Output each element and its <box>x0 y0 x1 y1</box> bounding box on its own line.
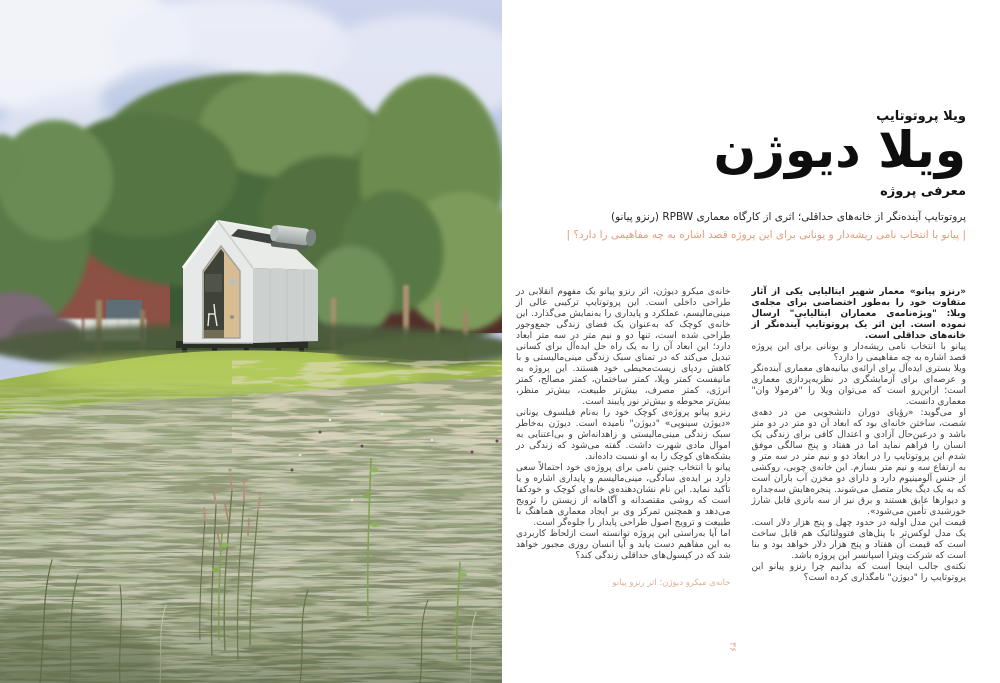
body-paragraph: قیمت این مدل اولیه در حدود چهل و پنج هزار دلار است. یک مدل لوکس‌تر با پنل‌های فتوولتائیک هم قابل ساخت است که قیمت آن هفتاد و پنج هزار دلار خواهد بود و بنا است که شرکت ویترا اسپانسر این پروژه باشد. <box>751 518 966 561</box>
body-paragraph: او می‌گوید: «رؤیای دوران دانشجویی من در دهه‌ی شصت، ساختن خانه‌ای بود که ابعاد آن دو متر در دو متر باشد و درعین‌حال آزادی و اعتدال کافی برای زندگی یک انسان را فراهم نماید اما در هفتاد و پنج سالگی موفق شدم این پروتوتایپ را در ابعاد دو و نیم متر در سه متر و به ارتفاع سه و نیم متر بسازم. این خانه‌ی چوبی، روکشی از جنس آلومینیوم دارد و دارای دو مخزن آب باران است که به یک دیگ بخار متصل می‌شوند. پنجره‌هایش سه‌جداره و دیوارها عایق هستند و برق نیز از سه باتری قابل شارژ خورشیدی تأمین می‌شود». <box>751 408 966 517</box>
body-paragraph: ویلا بستری ایده‌آل برای ارائه‌ی بیانیه‌های معماری آینده‌نگر و عرصه‌ای برای آزمایشگری در نظریه‌پردازی معماری است؛ ازاین‌رو است که می‌توان ویلا را "فرمولا وان" معماری دانست. <box>751 364 966 407</box>
cabin-side-wall <box>253 268 318 343</box>
body-paragraph: نکته‌ی جالب اینجا است که بدانیم چرا رنزو پیانو این پروتوتایپ را "دیوژن" نامگذاری کرده است؟ <box>751 562 966 583</box>
body-paragraph: خانه‌ی میکرو دیوژن، اثر رنزو پیانو یک مفهوم انقلابی در طراحی داخلی است. این پروتوتایپ ترکیبی عالی از مینی‌مالیسم، عملکرد و پایداری را به‌نمایش می‌گذارد. این خانه‌ی کوچک که به‌عنوان یک فضای زندگی جمع‌وجور طراحی شده است، تنها دو و نیم متر در سه متر ابعاد دارد؛ این ابعاد آن را به یک راه حل ایده‌آل برای کسانی تبدیل می‌کند که در تمنای سبک زندگی مینی‌مالیستی و با کاهش ردپای زیست‌محیطی خود هستند. این پروژه به مانیفست کمتر ویلا، کمتر ساختمان، کمتر مصالح، کمتر انرژی، کمتر مصرف، بیش‌تر طبیعت، بیش‌تر منظر، بیش‌تر محوطه و بیش‌تر نور پایبند است. <box>516 287 731 407</box>
column-first <box>752 287 967 589</box>
meadow <box>0 365 502 683</box>
article-page <box>502 0 1000 683</box>
article-question-highlight: | پیانو با انتخاب نامی ریشه‌دار و یونانی برای این پروژه قصد اشاره به چه مفاهیمی را دارد؟ | <box>566 229 966 241</box>
article-kicker: ویلا پروتوتایپ <box>876 109 966 124</box>
body-paragraph: پیانو با انتخاب نامی ریشه‌دار و یونانی برای این پروژه قصد اشاره به چه مفاهیمی را دارد؟ <box>751 342 966 363</box>
photo-caption: خانه‌ی میکرو دیوژن؛ اثر رنزو پیانو <box>612 578 731 588</box>
article-columns <box>516 287 966 589</box>
body-paragraph: رنزو پیانو پروژه‌ی کوچک خود را به‌نام فیلسوف یونانی «دیوژن سینوپی» "دیوژن" نامیده است. دیوژن به‌خاطر سبک زندگی مینی‌مالیستی و زاهدانه‌اش و بی‌اعتنایی به اموال مادی شهرت داشت. گفته می‌شود که زندگی در بشکه‌های کوچک را به او نسبت داده‌اند. <box>516 408 731 462</box>
body-paragraph: اما آیا به‌راستی این پروژه توانسته است ازلحاظ کاربردی به این مفاهیم دست یابد و آیا انسان روزی مجبور خواهد شد که در کپسول‌های حداقلی زندگی کند؟ <box>516 529 731 561</box>
section-label: معرفی پروژه <box>880 184 966 199</box>
article-intro: پروتوتایپ آینده‌نگر از خانه‌های حداقلی؛ اثری از کارگاه معماری RPBW (رنزو پیانو) <box>610 211 966 223</box>
page-title: ویلا دیوژن <box>713 121 966 179</box>
door-porthole <box>230 279 237 286</box>
lead-paragraph: «رنزو پیانو» معمار شهیر ایتالیایی یکی از آثار متفاوت خود را به‌طور اختصاصی برای مجله‌ی ویلا: "ویژه‌نامه‌ی معماران ایتالیایی" ارسال نموده است. این اثر یک پروتوتایپ آینده‌نگر از خانه‌های حداقلی است. <box>751 287 966 341</box>
article-header <box>518 109 966 241</box>
body-paragraph: پیانو با انتخاب چنین نامی برای پروژه‌ی خود احتمالاً سعی دارد بر ایده‌ی سادگی، مینی‌مالیسم و پایداری اشاره و یا تأکید نماید. این نام نشان‌دهنده‌ی خانه‌ای کوچک و خودکفا است که روشی مقتصدانه و آگاهانه از زیستن را ترویج می‌دهد و همچنین تمرکز وی بر ایجاد معماری هماهنگ با طبیعت و ترویج اصول طراحی پایدار را جلوه‌گر است. <box>516 463 731 528</box>
page-number: ۳۶ <box>726 642 737 652</box>
door-handle <box>230 315 234 319</box>
column-second <box>516 287 731 589</box>
dry-grass-band <box>245 365 502 450</box>
